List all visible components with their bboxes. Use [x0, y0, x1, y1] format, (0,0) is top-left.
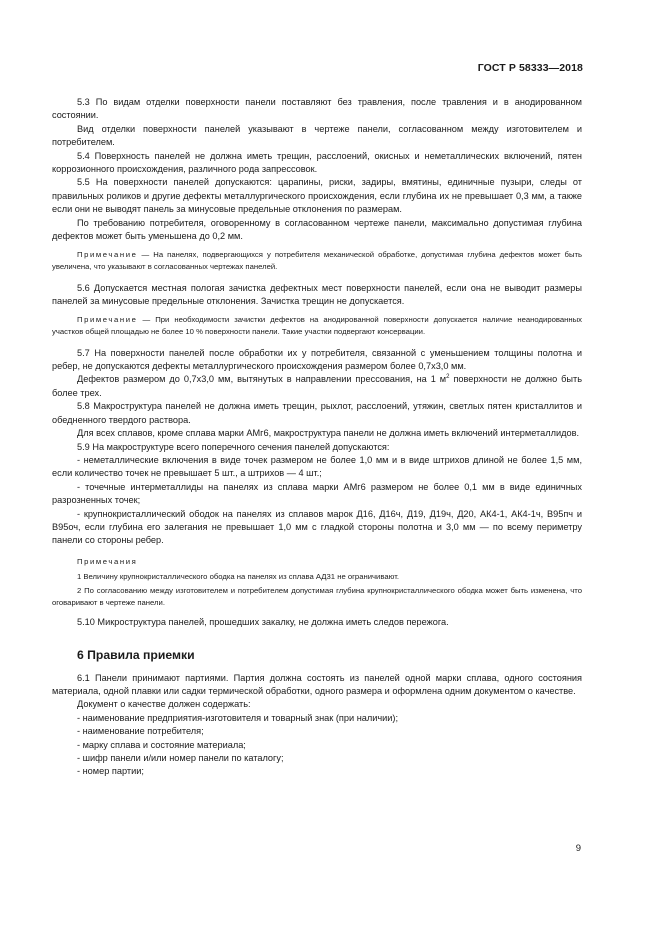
paragraph-alloys: Для всех сплавов, кроме сплава марки АМг6, макроструктура панели не должна иметь включений интерметаллидов.	[77, 428, 580, 439]
paragraph-5-9: 5.9 На макроструктуре всего поперечного сечения панелей допускаются:	[77, 441, 390, 452]
list-item: - шифр панели и/или номер панели по каталогу;	[77, 752, 284, 763]
paragraph-finish-type: Вид отделки поверхности панелей указывают в чертеже панели, согласованном между изготовителем и потребителем.	[52, 123, 582, 148]
defect-text-a: Дефектов размером до 0,7х3,0 мм, вытянутых в направлении прессования, на 1 м	[77, 374, 447, 385]
note-2	[52, 314, 582, 337]
standard-header: ГОСТ Р 58333—2018	[477, 62, 583, 74]
paragraph-5-3: 5.3 По видам отделки поверхности панели поставляют без травления, после травления и в анодированном состоянии.	[52, 97, 582, 121]
paragraph-defect-size	[52, 373, 582, 400]
paragraph-5-6: 5.6 Допускается местная пологая зачистка дефектных мест поверхности панелей, если она не выводит размеры панелей за минусовые предельные отклонения. Зачистка трещин не допускается.	[52, 282, 582, 307]
note-text: — При необходимости зачистки дефектов на анодированной поверхности допускается наличие неанодированных участков общей площадью не более 10 % поверхности панели. Такие участки подвергают консервации.	[52, 315, 582, 337]
dash-item-1: - неметаллические включения в виде точек размером не более 1,0 мм и в виде штрихов длиной не более 1,5 мм, если количество точек не превышает 5 шт., а штрихов — 4 шт.;	[52, 454, 582, 479]
paragraph-5-8: 5.8 Макроструктура панелей не должна иметь трещин, рыхлот, расслоений, утяжин, светлых пятен кристаллитов и обедненного твердого раствора.	[52, 401, 582, 425]
list-item: - наименование потребителя;	[77, 726, 204, 737]
paragraph-5-5: 5.5 На поверхности панелей допускаются: царапины, риски, задиры, вмятины, единичные пузыри, следы от правильных роликов и другие дефекты металлургического происхождения, если глубина их не превышает 0,3 мм, а также если они не выводят панель за минусовые предельные отклонения по размерам.	[52, 177, 582, 215]
paragraph-5-4: 5.4 Поверхность панелей не должна иметь трещин, расслоений, окисных и неметаллических включений, пятен коррозионного происхождения, различного рода запрессовок.	[52, 150, 582, 175]
paragraph-6-1: 6.1 Панели принимают партиями. Партия должна состоять из панелей одной марки сплава, одного состояния материала, одной плавки или садки термической обработки, одного размера и оформлена одним документом о качестве.	[52, 672, 582, 696]
paragraph-5-10: 5.10 Микроструктура панелей, прошедших закалку, не должна иметь следов пережога.	[77, 617, 449, 628]
list-item: - номер партии;	[77, 766, 144, 777]
dash-item-3: - крупнокристаллический ободок на панелях из сплавов марок Д16, Д16ч, Д19, Д19ч, Д20, АК4-1, АК4-1ч, В95пч и В95оч, если глубина его залегания не превышает 1,0 мм с гладкой стороны полотна и 3,0 мм — по всему периметру панели со стороны ребер.	[52, 508, 582, 546]
note-text: — На панелях, подвергающихся у потребителя механической обработке, допустимая глубина дефектов может быть увеличена, что указывают в согласованных чертежах панелей.	[52, 250, 582, 272]
note-item-1: 1 Величину крупнокристаллического ободка на панелях из сплава АД31 не ограничивают.	[77, 572, 399, 582]
superscript: 2	[446, 374, 450, 381]
notes-heading: Примечания	[77, 556, 138, 566]
list-item: - марку сплава и состояние материала;	[77, 739, 246, 750]
page-number: 9	[575, 843, 581, 854]
paragraph-document-contents: Документ о качестве должен содержать:	[77, 699, 251, 710]
note-1	[52, 249, 582, 272]
dash-item-2: - точечные интерметаллиды на панелях из сплава марки АМг6 размером не более 0,1 мм в виде единичных разрозненных точек;	[52, 481, 582, 506]
note-label: Примечание	[77, 250, 138, 260]
document-body	[52, 96, 582, 779]
note-item-2: 2 По согласованию между изготовителем и потребителем допустимая глубина крупнокристаллического ободка может быть изменена, что оговаривают в чертеже панели.	[52, 585, 582, 607]
paragraph-consumer-request: По требованию потребителя, оговоренному в согласованном чертеже панели, максимально допустимая глубина дефектов может быть уменьшена до 0,2 мм.	[52, 217, 582, 242]
list-item: - наименование предприятия-изготовителя и товарный знак (при наличии);	[77, 712, 399, 723]
section-6-title: 6 Правила приемки	[77, 647, 195, 662]
paragraph-5-7: 5.7 На поверхности панелей после обработки их у потребителя, связанной с уменьшением толщины полотна и ребер, не допускаются дефекты металлургического происхождения размером более 0,7х3,0 мм.	[52, 347, 582, 372]
defect-text-b: поверхности не должно быть более трех.	[52, 374, 583, 398]
note-label: Примечание	[77, 315, 138, 325]
